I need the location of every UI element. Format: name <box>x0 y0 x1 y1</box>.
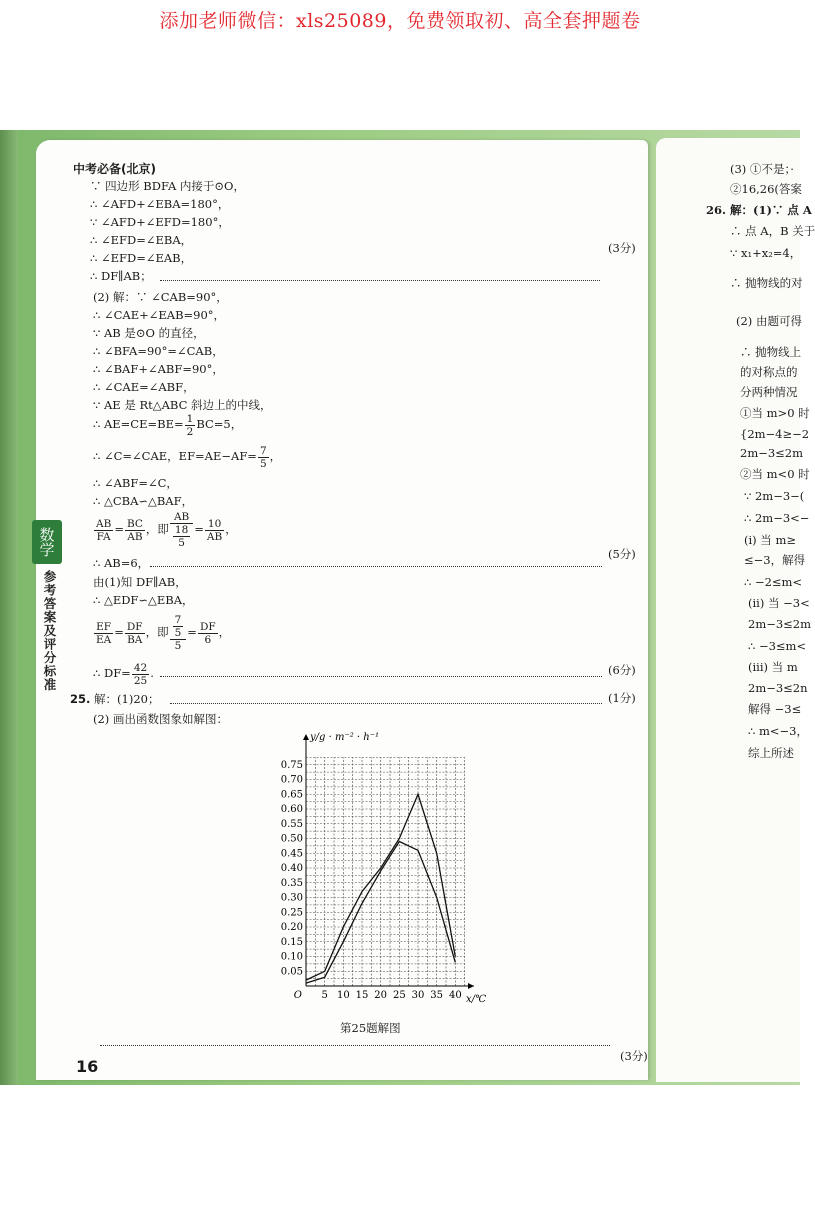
page-number: 16 <box>76 1057 99 1076</box>
x-tick-label: 5 <box>321 990 328 1001</box>
x-axis-label: x/℃ <box>466 994 487 1005</box>
y-tick-label: 0.50 <box>280 833 303 845</box>
right-line: ∴ 抛物线的对 <box>730 276 803 290</box>
right-line: 26. 解：(1)∵ 点 A <box>706 203 812 217</box>
x-tick-label: 40 <box>448 990 462 1001</box>
proof-line: ∴ ∠EFD=∠EAB， <box>90 251 193 265</box>
x-tick-label: 15 <box>355 990 369 1001</box>
score-label: (1分) <box>608 691 636 705</box>
proof-line: ∴ ∠CAE=∠ABF， <box>93 380 195 394</box>
proof-line: ∴ ∠AFD+∠EBA=180°， <box>90 197 230 211</box>
right-line: ∵ x₁+x₂=4， <box>730 246 802 260</box>
y-tick-label: 0.60 <box>280 804 303 815</box>
dotted-leader <box>160 676 602 677</box>
proof-line: 由(1)知 DF∥AB， <box>93 575 187 589</box>
right-line: 的对称点的 <box>740 365 798 379</box>
right-line: (ii) 当 −3< <box>748 596 810 610</box>
score-label: (6分) <box>608 663 636 677</box>
y-tick-label: 0.55 <box>280 818 303 830</box>
score-label: (3分) <box>608 241 636 255</box>
right-line: ∴ 2m−3<− <box>744 511 810 525</box>
right-line: 2m−3≤2m <box>748 617 812 631</box>
right-line: 分两种情况 <box>740 385 798 399</box>
proof-line: ∵ ∠AFD+∠EFD=180°， <box>90 215 230 229</box>
right-line: ①当 m>0 时 <box>740 406 810 420</box>
dotted-leader <box>170 703 602 704</box>
proof-line: ∴ ∠CAE+∠EAB=90°， <box>93 308 226 322</box>
right-line: ≤−3，解得 <box>744 553 806 567</box>
section-title: 参考答案及评分标准 <box>42 570 57 692</box>
right-line: ∴ −2≤m< <box>744 575 803 589</box>
book-spine <box>0 130 18 1085</box>
x-tick-label: 30 <box>411 990 425 1001</box>
y-tick-label: 0.65 <box>280 789 303 801</box>
x-tick-label: 25 <box>392 990 406 1001</box>
right-line: ∴ −3≤m< <box>748 639 807 653</box>
y-axis-label: y/g · m⁻² · h⁻¹ <box>310 732 379 743</box>
proof-line: (2) 画出函数图象如解图： <box>93 712 228 726</box>
proof-line: (2) 解：∵ ∠CAB=90°， <box>93 290 228 304</box>
right-line: 综上所述 <box>748 746 794 760</box>
proof-line-fraction: ∴ DF= $\frac{42}{25}$ . <box>93 661 154 687</box>
right-line: (i) 当 m≥ <box>744 533 797 547</box>
y-tick-label: 0.40 <box>280 863 303 874</box>
dotted-leader <box>150 566 602 567</box>
right-line: (3) ①不是；· <box>730 162 794 176</box>
proof-line: ∵ AE 是 Rt△ABC 斜边上的中线， <box>93 398 272 412</box>
y-tick-label: 0.15 <box>280 936 303 948</box>
score-label: (3分) <box>620 1049 648 1063</box>
proof-line: ∵ AB 是⊙O 的直径， <box>93 326 205 340</box>
proof-line-fraction: ∴ ∠C=∠CAE，EF=AE−AF= $\frac{7}{5}$ ， <box>93 444 282 470</box>
question-25-line: 25. 解：(1)20； <box>70 692 160 706</box>
proof-line: ∴ △EDF∽△EBA， <box>93 593 194 607</box>
y-tick-label: 0.70 <box>280 774 303 786</box>
right-line: 2m−3≤2m <box>740 446 804 460</box>
promo-banner: 添加老师微信：xls25089，免费领取初、高全套押题卷 <box>159 10 641 32</box>
x-tick-label: 10 <box>336 990 350 1001</box>
score-label: (5分) <box>608 547 636 561</box>
right-line: (2) 由题可得 <box>736 314 802 328</box>
y-tick-label: 0.45 <box>280 848 303 860</box>
origin-label: O <box>293 990 302 1001</box>
proof-line: ∴ ∠BAF+∠ABF=90°， <box>93 362 224 376</box>
y-tick-label: 0.25 <box>280 907 303 919</box>
proof-line: ∵ 四边形 BDFA 内接于⊙O， <box>90 179 245 193</box>
right-line: ∵ 2m−3−( <box>744 489 805 503</box>
proof-line-fraction: ∴ AE=CE=BE= $\frac{1}{2}$ BC=5， <box>93 412 243 438</box>
right-line: ②16,26(答案 <box>730 182 802 196</box>
right-line: ∴ m<−3， <box>748 724 808 738</box>
x-axis-arrow <box>468 983 474 989</box>
right-line: 解得 −3≤ <box>748 702 802 716</box>
y-tick-label: 0.05 <box>280 966 303 978</box>
proof-line: ∴ △CBA∽△BAF， <box>93 494 194 508</box>
right-line: (iii) 当 m <box>748 660 798 674</box>
proof-line: ∴ AB=6， <box>93 556 150 570</box>
proof-line: ∴ ∠EFD=∠EBA， <box>90 233 193 247</box>
proof-line: ∴ DF∥AB； <box>90 269 152 283</box>
x-tick-label: 35 <box>430 990 444 1001</box>
dotted-leader <box>100 1045 610 1046</box>
proof-line: ∴ ∠BFA=90°=∠CAB， <box>93 344 224 358</box>
chart-caption: 第25题解图 <box>340 1021 401 1035</box>
temperature-chart <box>268 728 487 1023</box>
page-header: 中考必备(北京) <box>73 162 156 176</box>
y-tick-label: 0.35 <box>280 877 303 889</box>
dotted-leader <box>160 280 600 281</box>
y-tick-label: 0.10 <box>280 951 303 963</box>
proof-line: ∴ ∠ABF=∠C， <box>93 476 178 490</box>
y-tick-label: 0.20 <box>280 922 303 933</box>
subject-tab: 数学 <box>32 520 62 564</box>
y-axis-arrow <box>303 734 309 740</box>
y-tick-label: 0.75 <box>280 759 303 771</box>
proof-line-ratio: $\frac{AB}{FA}$ = $\frac{BC}{AB}$ ，即 $\frac{AB}{\frac{18}{5}}$ = $\frac{10}{AB}$ ， <box>96 511 237 549</box>
right-line: ∴ 点 A，B 关于 <box>730 224 815 238</box>
y-tick-label: 0.30 <box>280 892 303 904</box>
right-line: 2m−3≤2n <box>748 681 808 695</box>
right-line: ②当 m<0 时 <box>740 467 810 481</box>
right-line: ∴ 抛物线上 <box>740 345 802 359</box>
right-line: {2m−4≥−2 <box>740 427 810 441</box>
x-tick-label: 20 <box>374 990 388 1001</box>
proof-line-ratio: $\frac{EF}{EA}$ = $\frac{DF}{BA}$ ，即 $\frac{\frac{7}{5}}{5}$ = $\frac{DF}{6}$ ， <box>96 614 231 652</box>
